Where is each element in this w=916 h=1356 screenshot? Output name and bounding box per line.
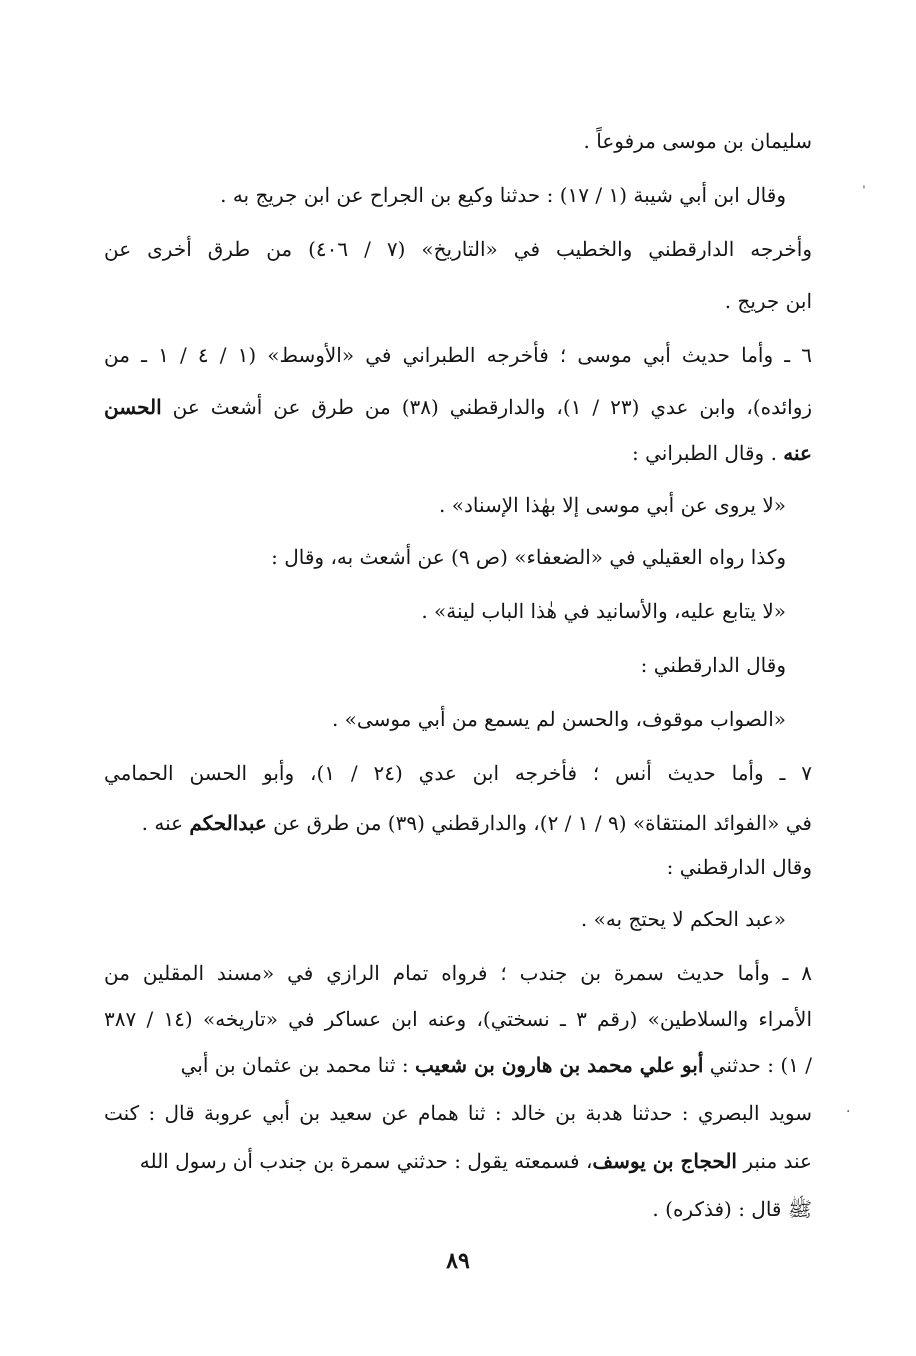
text-line-2: [78, 180, 786, 210]
text: «لا يروى عن أبي موسى إلا بهٰذا الإسناد» .: [439, 493, 786, 517]
text-line-18: [104, 1194, 812, 1224]
text-line-15: [104, 1050, 812, 1080]
text-line-6: [104, 392, 812, 422]
quote-line-1: [78, 490, 786, 520]
text-line-12: [104, 852, 812, 882]
bold-name: عنه: [783, 441, 812, 465]
text-line-17: [104, 1146, 812, 1176]
quote-line-2: [78, 596, 786, 626]
text: «الصواب موقوف، والحسن لم يسمع من أبي موسى» .: [331, 707, 786, 731]
text-line-4: [104, 286, 812, 316]
quote-line-4: [78, 904, 786, 934]
text: وقال ابن أبي شيبة (١ / ١٧) : حدثنا وكيع بن الجراح عن ابن جريج به .: [220, 183, 786, 207]
bold-name: الحسن: [104, 395, 162, 419]
text: ٨ ـ وأما حديث سمرة بن جندب ؛ فرواه تمام الرازي في «مسند المقلين من: [104, 961, 812, 985]
text-line-9: [78, 650, 786, 680]
text: وقال الدارقطني :: [666, 855, 812, 879]
quote-line-3: [78, 704, 786, 734]
text: الأمراء والسلاطين» (رقم ٣ ـ نسختي)، وعنه ابن عساكر في «تاريخه» (١٤ / ٣٨٧: [104, 1007, 812, 1031]
bold-name: أبو علي محمد بن هارون بن شعيب: [414, 1053, 704, 1077]
text-line-16: [104, 1098, 812, 1128]
text: في «الفوائد المنتقاة» (٩ / ١ / ٢)، والدارقطني (٣٩) من طرق عن: [273, 811, 812, 835]
bold-name: الحجاج بن يوسف: [592, 1149, 737, 1173]
text: / ١) : حدثني: [709, 1053, 812, 1077]
text: زوائده)، وابن عدي (٢٣ / ١)، والدارقطني (٣٨) من طرق عن أشعث عن: [172, 395, 812, 419]
text-line-3: [104, 234, 812, 264]
margin-mark: .: [846, 1100, 851, 1116]
text: «عبد الحكم لا يحتج به» .: [580, 907, 786, 931]
text-line-8: [78, 542, 786, 572]
bold-name: عبدالحكم: [189, 811, 267, 835]
text: . وقال الطبراني :: [632, 441, 777, 465]
page-number: ٨٩: [446, 1248, 470, 1274]
text: وقال الدارقطني :: [640, 653, 786, 677]
text-line-7: [104, 438, 812, 468]
text-line-1: [104, 126, 812, 156]
text: سليمان بن موسى مرفوعاً .: [583, 129, 812, 153]
text: ابن جريج .: [724, 289, 812, 313]
text-line-11: [104, 808, 812, 838]
text: عند منبر: [743, 1149, 812, 1173]
text-line-14: [104, 1004, 812, 1034]
text: وكذا رواه العقيلي في «الضعفاء» (ص ٩) عن أشعث به، وقال :: [271, 545, 786, 569]
text-line-13: [104, 958, 812, 988]
text-line-10: [104, 758, 812, 788]
text: سويد البصري : حدثنا هدبة بن خالد : ثنا همام عن سعيد بن أبي عروبة قال : كنت: [104, 1101, 812, 1125]
text: ٧ ـ وأما حديث أنس ؛ فأخرجه ابن عدي (٢٤ / ١)، وأبو الحسن الحمامي: [104, 761, 812, 785]
margin-mark: ˈ: [862, 184, 866, 200]
text: وأخرجه الدارقطني والخطيب في «التاريخ» (٧ / ٤٠٦) من طرق أخرى عن: [104, 237, 812, 261]
text: ٦ ـ وأما حديث أبي موسى ؛ فأخرجه الطبراني في «الأوسط» (١ / ٤ / ١ ـ من: [104, 343, 812, 367]
text: عنه .: [141, 811, 184, 835]
text-line-5: [104, 340, 812, 370]
text: : ثنا محمد بن عثمان بن أبي: [180, 1053, 409, 1077]
text: ﷺ قال : (فذكره) .: [652, 1197, 812, 1221]
text: ، فسمعته يقول : حدثني سمرة بن جندب أن رسول الله: [139, 1149, 593, 1173]
text: «لا يتابع عليه، والأسانيد في هٰذا الباب لينة» .: [421, 599, 786, 623]
